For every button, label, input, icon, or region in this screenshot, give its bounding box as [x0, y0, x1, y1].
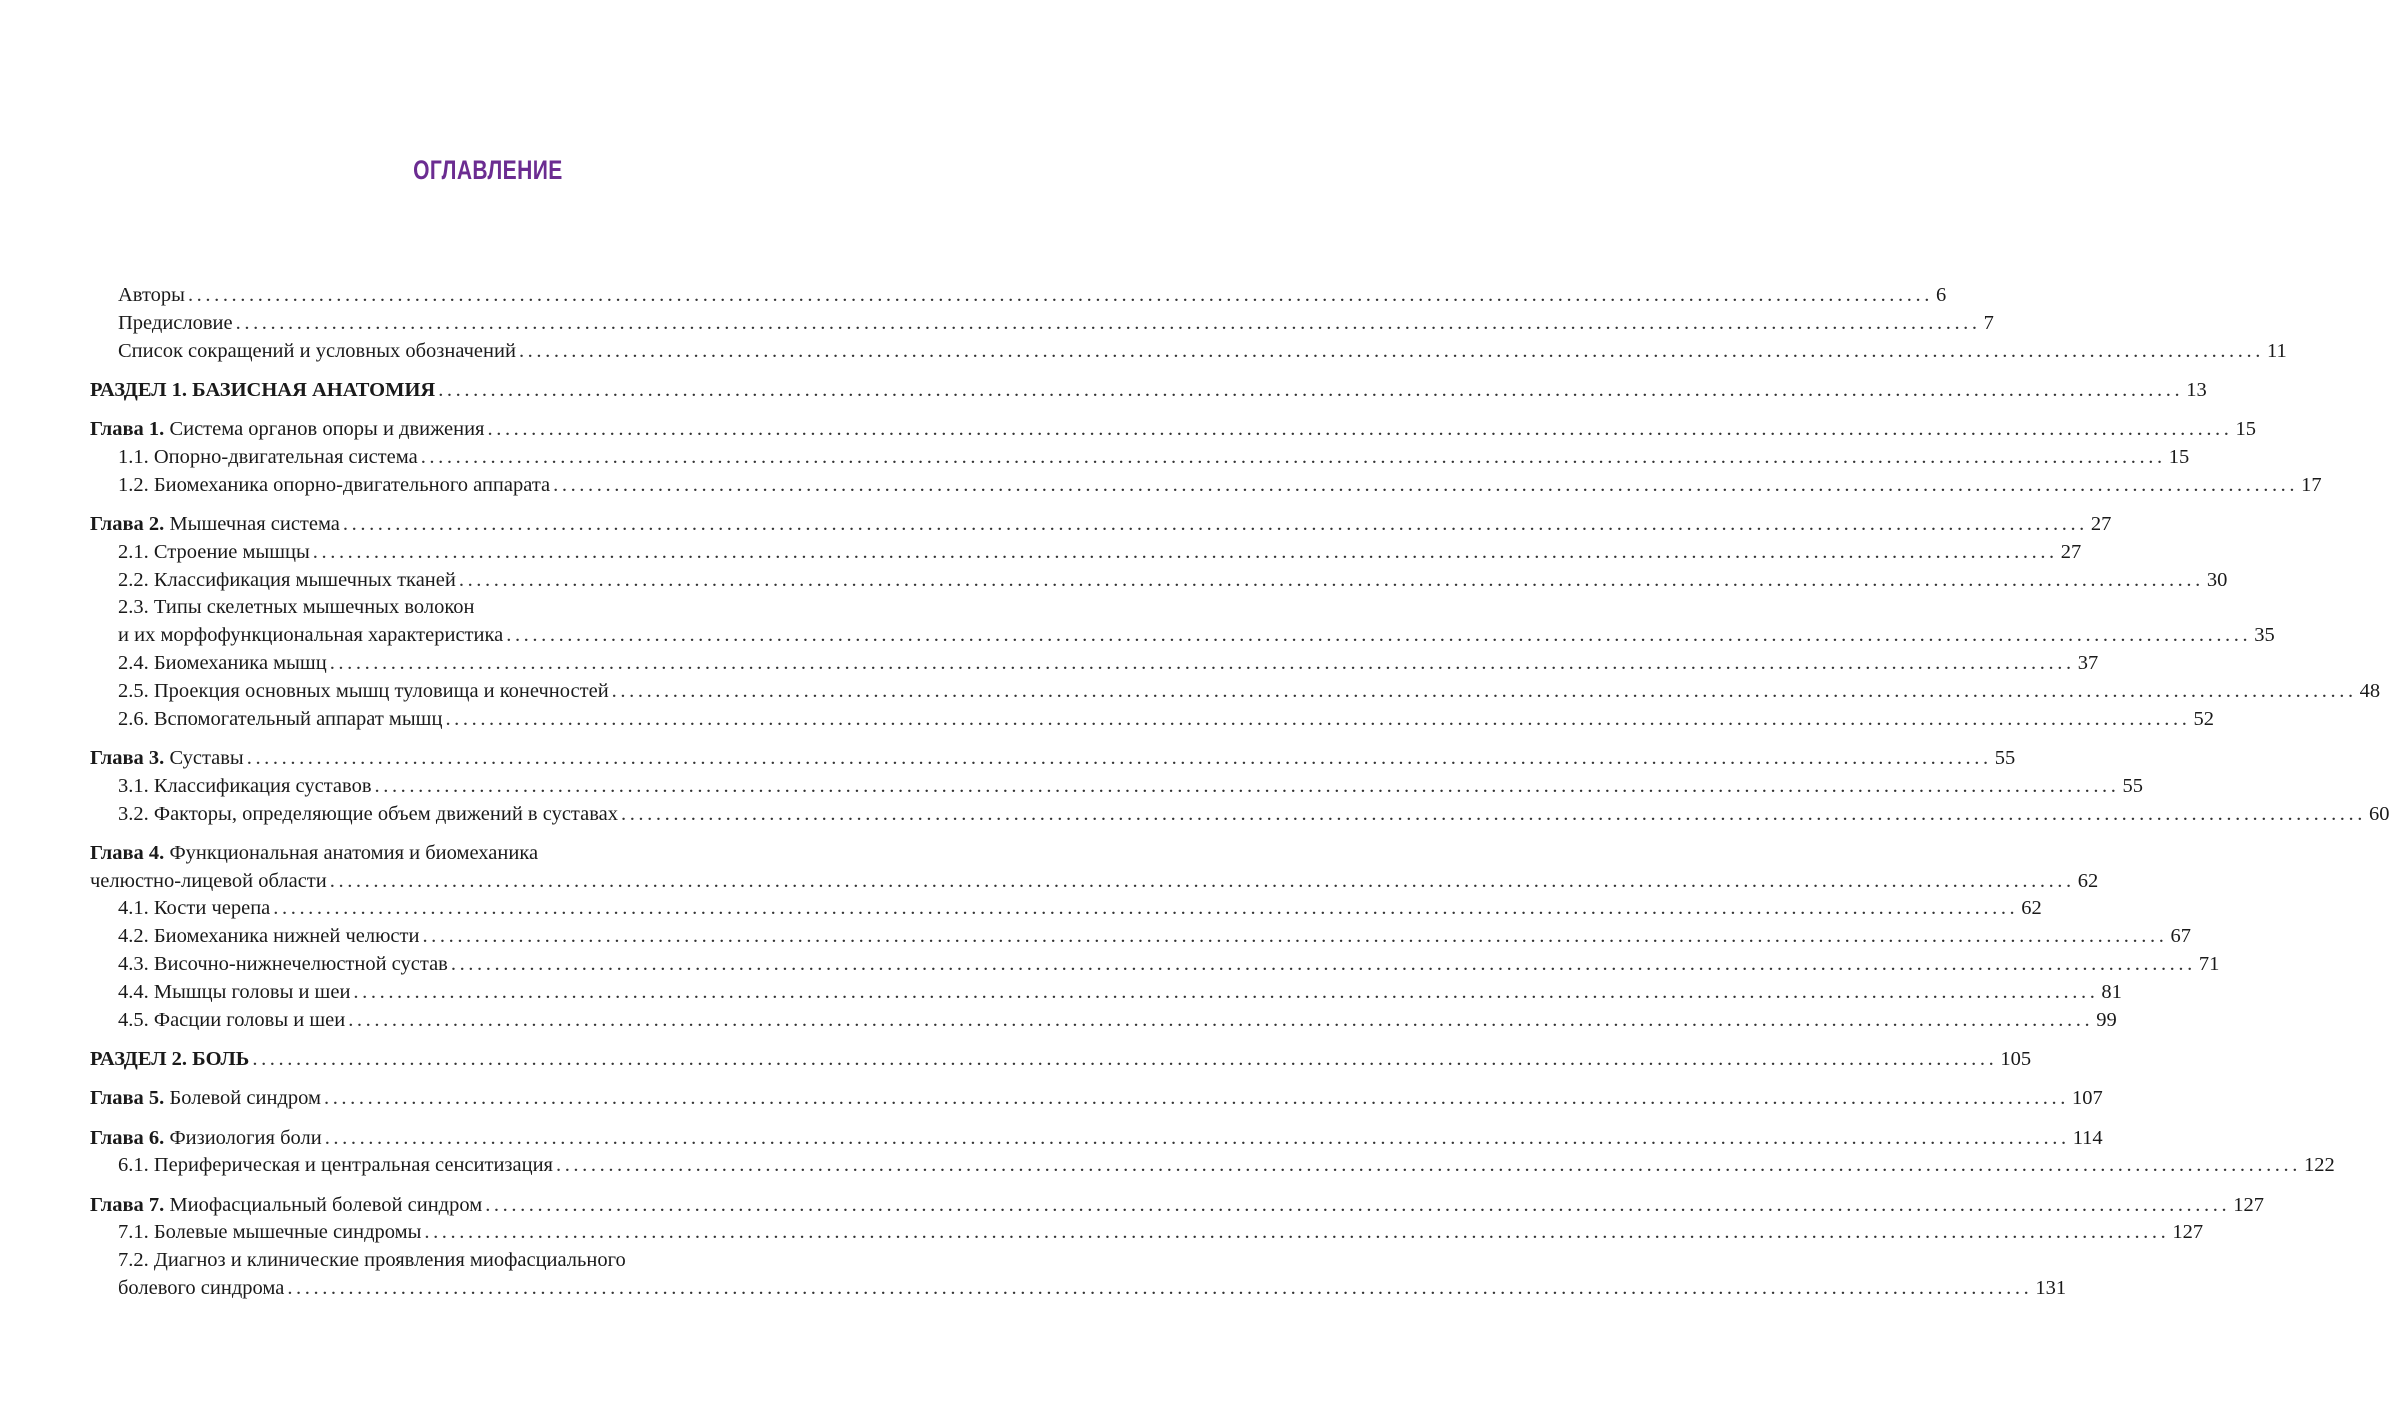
toc-entry[interactable]	[90, 923, 2191, 951]
entry-text	[118, 1275, 284, 1303]
page-title: ОГЛАВЛЕНИЕ	[412, 155, 563, 185]
dot-leader: ........................................................................................................................................................................................................	[518, 339, 2264, 362]
toc-line	[90, 511, 2112, 539]
toc-entry[interactable]	[90, 338, 2287, 366]
entry-title: Предисловие	[118, 311, 233, 334]
entry-text	[90, 1046, 249, 1074]
dot-leader: ........................................................................................................................................................................................................	[487, 418, 2233, 441]
dot-leader: ........................................................................................................................................................................................................	[324, 1126, 2070, 1149]
entry-label-bold: РАЗДЕЛ 2. БОЛЬ	[90, 1047, 250, 1070]
toc-entry[interactable]	[90, 377, 2207, 405]
page-number: 15	[2168, 445, 2190, 468]
toc-entry[interactable]	[90, 840, 2099, 896]
entry-label-bold: Глава 4.	[90, 841, 165, 864]
page-number: 30	[2206, 568, 2228, 591]
page-number: 52	[2193, 707, 2214, 730]
toc-group	[90, 840, 2220, 1035]
page-number: 60	[2368, 802, 2389, 825]
entry-title: 4.1. Кости черепа	[118, 897, 271, 920]
toc-entry[interactable]	[90, 444, 2190, 472]
entry-text	[118, 539, 310, 567]
toc-line	[90, 567, 2228, 595]
dot-leader: ........................................................................................................................................................................................................	[620, 802, 2366, 825]
page-number: 55	[1994, 746, 2016, 769]
toc-line	[90, 840, 886, 868]
toc-line	[90, 338, 2287, 366]
toc-line	[90, 895, 2042, 923]
toc-entry[interactable]	[90, 1152, 2335, 1180]
entry-title: 2.1. Строение мышцы	[118, 540, 310, 563]
entry-title: 2.5. Проекция основных мышц туловища и конечностей	[118, 679, 609, 702]
toc-entry[interactable]	[90, 745, 2016, 773]
page-number: 122	[2303, 1154, 2335, 1177]
dot-leader: ........................................................................................................................................................................................................	[555, 1154, 2301, 1177]
toc-entry[interactable]	[90, 706, 2214, 734]
toc-line	[90, 282, 1947, 310]
entry-text	[90, 416, 485, 444]
toc-line	[90, 416, 2256, 444]
toc-entry[interactable]	[90, 895, 2042, 923]
dot-leader: ........................................................................................................................................................................................................	[187, 284, 1933, 306]
entry-label-bold: Глава 7.	[90, 1193, 165, 1216]
page-number: 15	[2235, 418, 2256, 441]
page-number: 11	[2266, 339, 2287, 362]
page-number: 62	[2077, 869, 2099, 892]
entry-text	[90, 511, 340, 539]
toc-line	[90, 472, 2322, 500]
page-number: 127	[2172, 1221, 2204, 1244]
toc-line	[90, 706, 2214, 734]
toc-entry[interactable]	[90, 1219, 2204, 1247]
entry-text	[118, 951, 448, 979]
toc-group	[90, 416, 2322, 499]
entry-title: 4.2. Биомеханика нижней челюсти	[118, 925, 420, 948]
toc-entry[interactable]	[90, 416, 2256, 444]
entry-text	[90, 745, 244, 773]
page-number: 127	[2233, 1193, 2264, 1216]
toc-line	[90, 1247, 886, 1275]
page-number: 81	[2101, 980, 2122, 1003]
page-number: 48	[2359, 679, 2381, 702]
entry-title: болевого синдрома	[118, 1277, 285, 1299]
toc-group	[90, 511, 2381, 733]
entry-title: Мышечная система	[169, 513, 340, 536]
entry-title: 4.5. Фасции головы и шеи	[118, 1008, 346, 1031]
entry-text	[118, 282, 185, 310]
toc-line	[90, 678, 2381, 706]
page-number: 67	[2170, 925, 2191, 948]
toc-entry[interactable]	[90, 1007, 2117, 1035]
entry-text	[90, 1125, 322, 1153]
toc-entry[interactable]	[90, 511, 2112, 539]
entry-text	[118, 1247, 626, 1275]
dot-leader: ........................................................................................................................................................................................................	[287, 1277, 2033, 1299]
toc-line	[90, 1085, 2103, 1113]
entry-text	[118, 895, 270, 923]
toc-line	[90, 622, 2275, 650]
toc-entry[interactable]	[90, 650, 2099, 678]
toc-line	[90, 444, 2190, 472]
toc-entry[interactable]	[90, 1046, 2032, 1074]
toc-entry[interactable]	[90, 282, 1947, 310]
entry-title: 4.3. Височно-нижнечелюстной сустав	[118, 953, 448, 976]
toc-line	[90, 951, 2220, 979]
toc-line	[90, 594, 886, 622]
toc-line	[90, 773, 2143, 801]
toc-entry[interactable]	[90, 594, 2275, 650]
table-of-contents	[90, 282, 2389, 1303]
entry-text	[90, 868, 327, 896]
toc-line	[90, 310, 1994, 338]
toc-entry[interactable]	[90, 567, 2228, 595]
page-title-wrap	[0, 155, 975, 186]
entry-label-bold: Глава 1.	[90, 418, 165, 441]
entry-text	[118, 1219, 421, 1247]
page-number: 99	[2096, 1008, 2117, 1031]
entry-text	[118, 979, 350, 1007]
dot-leader: ........................................................................................................................................................................................................	[235, 311, 1981, 334]
page-number: 27	[2090, 513, 2112, 536]
page-number: 131	[2035, 1277, 2067, 1299]
toc-line	[90, 979, 2122, 1007]
toc-entry[interactable]	[90, 1192, 2264, 1220]
page-number: 114	[2072, 1126, 2103, 1149]
toc-entry[interactable]	[90, 539, 2082, 567]
toc-line	[90, 1125, 2103, 1153]
dot-leader: ........................................................................................................................................................................................................	[420, 445, 2166, 468]
dot-leader: ........................................................................................................................................................................................................	[353, 980, 2099, 1003]
entry-title: и их морфофункциональная характеристика	[118, 624, 504, 647]
entry-text	[118, 678, 609, 706]
toc-entry[interactable]	[90, 1247, 2067, 1303]
dot-leader: ........................................................................................................................................................................................................	[342, 513, 2088, 536]
entry-title: 4.4. Мышцы головы и шеи	[118, 980, 351, 1003]
entry-title: 1.2. Биомеханика опорно-двигательного аппарата	[118, 473, 551, 496]
entry-title: 2.6. Вспомогательный аппарат мышц	[118, 707, 443, 730]
entry-title: 7.2. Диагноз и клинические проявления миофасциального	[118, 1249, 626, 1272]
toc-entry[interactable]	[90, 310, 1994, 338]
toc-line	[90, 1007, 2117, 1035]
toc-line	[90, 745, 2016, 773]
dot-leader: ........................................................................................................................................................................................................	[246, 746, 1992, 769]
toc-entry[interactable]	[90, 1085, 2103, 1113]
page-number: 17	[2301, 473, 2322, 496]
toc-entry[interactable]	[90, 773, 2143, 801]
toc-group	[90, 1085, 2103, 1113]
toc-group	[90, 1192, 2264, 1303]
entry-text	[118, 472, 550, 500]
entry-title: 3.2. Факторы, определяющие объем движений в суставах	[118, 802, 618, 825]
entry-title: Список сокращений и условных обозначений	[118, 339, 516, 362]
page-number: 55	[2122, 774, 2143, 797]
toc-line	[90, 539, 2082, 567]
toc-entry[interactable]	[90, 979, 2122, 1007]
toc-line	[90, 801, 2389, 829]
entry-text	[118, 594, 474, 622]
entry-text	[90, 1192, 482, 1220]
entry-title: Болевой синдром	[169, 1087, 321, 1110]
page-number: 7	[1983, 311, 1994, 334]
dot-leader: ........................................................................................................................................................................................................	[424, 1221, 2170, 1244]
entry-text	[118, 1152, 553, 1180]
dot-leader: ........................................................................................................................................................................................................	[323, 1087, 2069, 1110]
entry-label-bold: Глава 2.	[90, 513, 165, 536]
entry-text	[118, 622, 503, 650]
dot-leader: ........................................................................................................................................................................................................	[445, 707, 2191, 730]
entry-text	[118, 801, 618, 829]
entry-title: Физиология боли	[169, 1126, 322, 1149]
page-number: 27	[2060, 540, 2082, 563]
entry-title: 2.4. Биомеханика мышц	[118, 652, 327, 675]
toc-entry[interactable]	[90, 801, 2389, 829]
entry-text	[118, 923, 419, 951]
toc-line	[90, 377, 2207, 405]
toc-line	[90, 868, 2099, 896]
page-number: 62	[2021, 897, 2042, 920]
toc-line	[90, 1046, 2032, 1074]
entry-title: Функциональная анатомия и биомеханика	[169, 841, 539, 864]
toc-entry[interactable]	[90, 1125, 2103, 1153]
toc-group	[90, 745, 2389, 828]
dot-leader: ........................................................................................................................................................................................................	[374, 774, 2120, 797]
toc-line	[90, 1152, 2335, 1180]
page-number: 35	[2254, 624, 2275, 647]
toc-group	[90, 1046, 2032, 1074]
dot-leader: ........................................................................................................................................................................................................	[506, 624, 2252, 647]
page-number: 107	[2071, 1087, 2103, 1110]
dot-leader: ........................................................................................................................................................................................................	[422, 925, 2168, 948]
dot-leader: ........................................................................................................................................................................................................	[329, 652, 2075, 675]
dot-leader: ........................................................................................................................................................................................................	[348, 1008, 2094, 1031]
entry-text	[118, 444, 418, 472]
dot-leader: ........................................................................................................................................................................................................	[458, 568, 2204, 591]
entry-text	[90, 1085, 321, 1113]
dot-leader: ........................................................................................................................................................................................................	[312, 540, 2058, 563]
toc-line	[90, 923, 2191, 951]
dot-leader: ........................................................................................................................................................................................................	[485, 1193, 2231, 1216]
entry-text	[90, 377, 435, 405]
toc-line	[90, 650, 2099, 678]
entry-text	[118, 338, 516, 366]
entry-text	[118, 773, 372, 801]
entry-title: Миофасциальный болевой синдром	[169, 1193, 483, 1216]
entry-text	[118, 706, 442, 734]
entry-title: челюстно-лицевой области	[90, 869, 327, 892]
toc-line	[90, 1275, 2067, 1303]
toc-group	[90, 1125, 2335, 1181]
entry-text	[90, 840, 538, 868]
page-number: 71	[2198, 953, 2220, 976]
dot-leader: ........................................................................................................................................................................................................	[553, 473, 2299, 496]
dot-leader: ........................................................................................................................................................................................................	[273, 897, 2019, 920]
entry-label-bold: Глава 6.	[90, 1126, 165, 1149]
entry-title: 2.2. Классификация мышечных тканей	[118, 568, 456, 591]
toc-line	[90, 1219, 2204, 1247]
dot-leader: ........................................................................................................................................................................................................	[252, 1047, 1998, 1070]
entry-title: 7.1. Болевые мышечные синдромы	[118, 1221, 422, 1244]
toc-entry[interactable]	[90, 678, 2381, 706]
entry-title: 1.1. Опорно-двигательная система	[118, 445, 418, 468]
entry-label-bold: Глава 3.	[90, 746, 165, 769]
dot-leader: ........................................................................................................................................................................................................	[329, 869, 2075, 892]
entry-title: Суставы	[169, 746, 244, 769]
toc-group	[90, 377, 2207, 405]
entry-text	[118, 567, 456, 595]
dot-leader: ........................................................................................................................................................................................................	[438, 378, 2184, 401]
entry-label-bold: Глава 5.	[90, 1087, 165, 1110]
entry-title: 6.1. Периферическая и центральная сенситизация	[118, 1154, 553, 1177]
page-number: 37	[2077, 652, 2099, 675]
toc-line	[90, 1192, 2264, 1220]
dot-leader: ........................................................................................................................................................................................................	[611, 679, 2357, 702]
toc-entry[interactable]	[90, 472, 2322, 500]
page-number: 105	[2000, 1047, 2032, 1070]
dot-leader: ........................................................................................................................................................................................................	[450, 953, 2196, 976]
entry-text	[118, 310, 233, 338]
page-number: 6	[1935, 284, 1947, 306]
entry-text	[118, 1007, 345, 1035]
entry-label-bold: РАЗДЕЛ 1. БАЗИСНАЯ АНАТОМИЯ	[90, 378, 436, 401]
page-number: 13	[2186, 378, 2207, 401]
entry-title: 2.3. Типы скелетных мышечных волокон	[118, 596, 475, 619]
toc-entry[interactable]	[90, 951, 2220, 979]
entry-title: Авторы	[118, 284, 185, 306]
entry-title: 3.1. Классификация суставов	[118, 774, 372, 797]
entry-text	[118, 650, 327, 678]
toc-group	[90, 282, 2287, 365]
entry-title: Система органов опоры и движения	[169, 418, 485, 441]
